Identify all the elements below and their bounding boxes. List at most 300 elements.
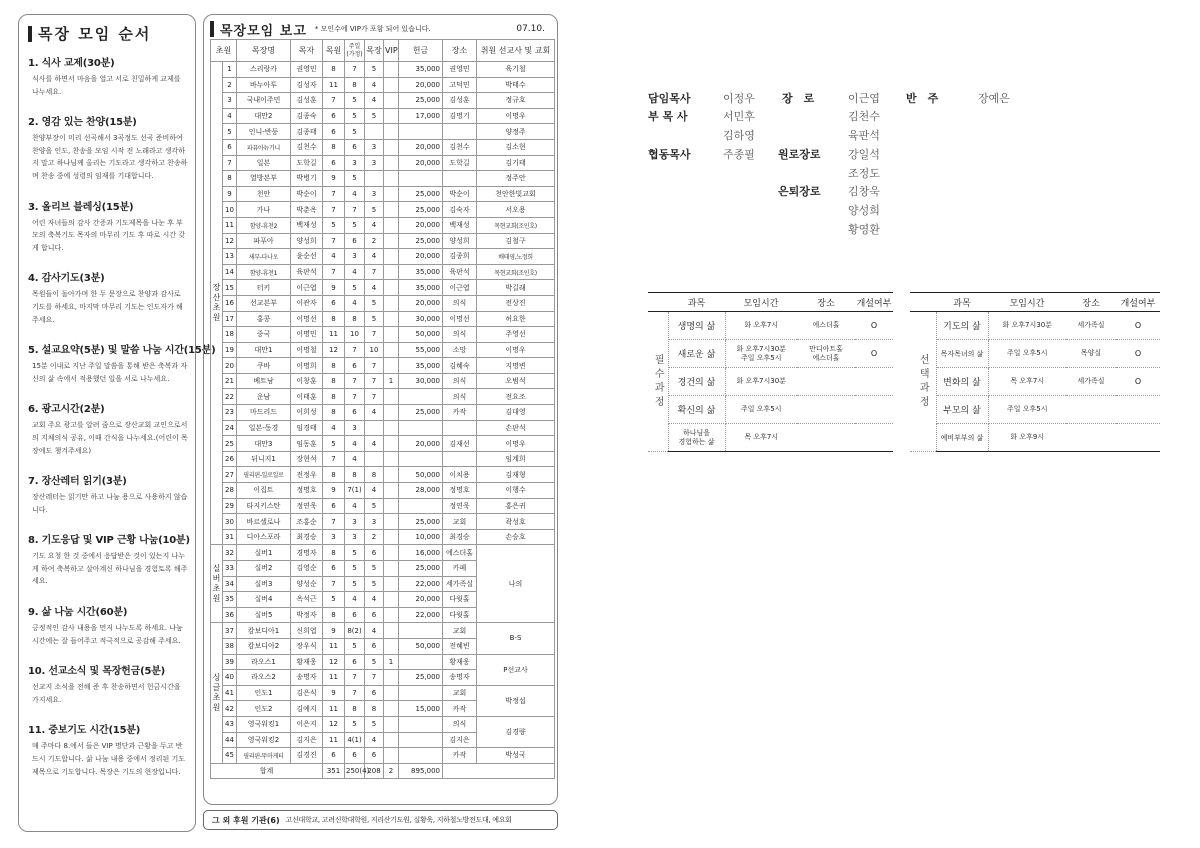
table-cell: 8 bbox=[323, 358, 345, 374]
table-row bbox=[211, 623, 555, 639]
table-cell: 23 bbox=[223, 405, 237, 421]
table-cell: 9 bbox=[223, 186, 237, 202]
table-cell: 12 bbox=[323, 654, 345, 670]
table-cell: 3 bbox=[323, 529, 345, 545]
table-cell: 9 bbox=[323, 685, 345, 701]
table-cell bbox=[384, 638, 399, 654]
table-cell: 9 bbox=[323, 623, 345, 639]
table-cell: 7 bbox=[365, 373, 384, 389]
table-cell: 김철구 bbox=[477, 233, 555, 249]
table-cell: 5 bbox=[345, 93, 365, 109]
order-item-heading: 10. 선교소식 및 목장헌금(5분) bbox=[28, 666, 166, 678]
table-cell: 8 bbox=[345, 701, 365, 717]
table-cell bbox=[384, 670, 399, 686]
table-cell: 에스더홀 bbox=[443, 545, 477, 561]
table-row bbox=[211, 249, 555, 265]
table-cell: 20,000 bbox=[399, 592, 443, 608]
table-row bbox=[211, 139, 555, 155]
table-cell bbox=[443, 124, 477, 140]
table-cell: 7 bbox=[323, 186, 345, 202]
course-category: 필수과정 bbox=[648, 312, 668, 452]
table-cell: 20,000 bbox=[399, 217, 443, 233]
table-cell: 6 bbox=[345, 748, 365, 764]
table-cell: 터키 bbox=[237, 280, 291, 296]
table-cell bbox=[399, 171, 443, 187]
table-cell: 송명자 bbox=[443, 670, 477, 686]
col-header: 모임시간 bbox=[988, 293, 1066, 312]
table-cell: 이은지 bbox=[291, 716, 323, 732]
table-cell: 라오스1 bbox=[237, 654, 291, 670]
table-cell bbox=[384, 514, 399, 530]
table-row bbox=[211, 358, 555, 374]
table-row bbox=[211, 436, 555, 452]
table-cell: 김예지 bbox=[291, 701, 323, 717]
order-item bbox=[28, 721, 188, 778]
table-row bbox=[211, 420, 555, 436]
course-time: 목 오후7시 bbox=[725, 424, 797, 452]
table-cell: 인도1 bbox=[237, 685, 291, 701]
table-cell: 나의 bbox=[477, 545, 555, 623]
table-cell: 정규호 bbox=[477, 93, 555, 109]
col-header: 개설여부 bbox=[855, 293, 893, 312]
table-cell: 16 bbox=[223, 295, 237, 311]
table-cell: 디아스포라 bbox=[237, 529, 291, 545]
table-cell: 의식 bbox=[443, 327, 477, 343]
table-row bbox=[211, 451, 555, 467]
table-cell bbox=[384, 748, 399, 764]
course-place: 세가족실 bbox=[1066, 368, 1116, 396]
course-row bbox=[910, 312, 1160, 340]
table-cell bbox=[384, 202, 399, 218]
table-cell: 라오스2 bbox=[237, 670, 291, 686]
table-cell: 천안 bbox=[237, 186, 291, 202]
table-cell: 20,000 bbox=[399, 139, 443, 155]
course-place bbox=[1066, 424, 1116, 452]
senior-elder-role: 원로장로 bbox=[778, 148, 821, 161]
table-row bbox=[211, 748, 555, 764]
table-cell: 8 bbox=[345, 467, 365, 483]
table-cell: 8(2) bbox=[345, 623, 365, 639]
table-cell: 최경승 bbox=[291, 529, 323, 545]
course-open bbox=[1116, 424, 1160, 452]
table-cell: 7 bbox=[345, 202, 365, 218]
table-cell: 서오용 bbox=[477, 202, 555, 218]
retired-elder-name: 황영환 bbox=[848, 223, 880, 236]
table-cell: 5 bbox=[323, 592, 345, 608]
table-cell: 3 bbox=[345, 529, 365, 545]
table-cell bbox=[384, 155, 399, 171]
order-item-heading: 2. 영감 있는 찬양(15분) bbox=[28, 117, 137, 129]
course-time bbox=[725, 340, 797, 368]
table-cell: 이근엽 bbox=[443, 280, 477, 296]
course-open bbox=[1116, 396, 1160, 424]
table-cell: 이행수 bbox=[477, 483, 555, 499]
table-cell: 7 bbox=[345, 342, 365, 358]
order-item bbox=[28, 54, 188, 98]
total-vip: 2 bbox=[384, 763, 399, 779]
report-table bbox=[210, 39, 555, 779]
table-cell: 마드리드 bbox=[237, 405, 291, 421]
table-cell: 4 bbox=[365, 93, 384, 109]
report-header-row bbox=[211, 40, 555, 62]
total-row bbox=[211, 763, 555, 779]
table-cell: 21 bbox=[223, 373, 237, 389]
table-cell: 의식 bbox=[443, 295, 477, 311]
table-cell: 4 bbox=[365, 623, 384, 639]
table-cell: 6 bbox=[323, 295, 345, 311]
table-cell: 8 bbox=[323, 373, 345, 389]
table-cell: 9 bbox=[323, 171, 345, 187]
course-place: 에스더홀 bbox=[797, 312, 855, 340]
table-row bbox=[211, 295, 555, 311]
table-row bbox=[211, 93, 555, 109]
table-cell: 24 bbox=[223, 420, 237, 436]
table-cell: 7 bbox=[365, 358, 384, 374]
table-cell bbox=[399, 654, 443, 670]
course-row bbox=[910, 424, 1160, 452]
table-cell: 이관자 bbox=[291, 295, 323, 311]
table-cell: 15 bbox=[223, 280, 237, 296]
table-cell: 인도2 bbox=[237, 701, 291, 717]
table-row bbox=[211, 373, 555, 389]
table-row bbox=[211, 202, 555, 218]
table-cell bbox=[384, 436, 399, 452]
table-cell: 8 bbox=[323, 311, 345, 327]
required-courses-table bbox=[648, 292, 893, 452]
accompanist-role: 반 주 bbox=[906, 92, 939, 105]
table-cell: 8 bbox=[223, 171, 237, 187]
table-cell: 5 bbox=[365, 561, 384, 577]
table-cell: 양성희 bbox=[443, 233, 477, 249]
course-name: 예비부부의 삶 bbox=[936, 424, 988, 452]
table-cell: 김대영 bbox=[477, 405, 555, 421]
table-cell: 도학길 bbox=[291, 155, 323, 171]
order-item-text: 긍정적인 감사 내용을 먼저 나누도록 하세요. 나눔 시간에는 잘 들어주고 적극적으로 공감해 주세요. bbox=[32, 624, 183, 645]
table-cell: 카작 bbox=[443, 748, 477, 764]
course-name: 경건의 삶 bbox=[668, 368, 725, 396]
order-item-text: 목원들이 돌아가며 한 두 문장으로 찬양과 감사로 기도를 하세요, 마지막 마무리 기도는 인도자가 해주세요. bbox=[32, 290, 183, 324]
table-cell: 5 bbox=[365, 716, 384, 732]
table-cell: 정명호 bbox=[291, 483, 323, 499]
table-cell: 4 bbox=[345, 451, 365, 467]
table-cell: 4(1) bbox=[345, 732, 365, 748]
table-cell: 11 bbox=[323, 77, 345, 93]
table-cell: 7 bbox=[345, 373, 365, 389]
table-cell: 50,000 bbox=[399, 638, 443, 654]
table-cell: 5 bbox=[365, 498, 384, 514]
course-time: 화 오후9시 bbox=[988, 424, 1066, 452]
table-cell: 주영선 bbox=[477, 327, 555, 343]
course-time: 목 오후7시 bbox=[988, 368, 1066, 396]
table-cell: 6 bbox=[365, 685, 384, 701]
table-cell: 허요한 bbox=[477, 311, 555, 327]
table-cell: 육판석 bbox=[443, 264, 477, 280]
table-cell: 박길래 bbox=[477, 280, 555, 296]
table-cell: 카작 bbox=[443, 701, 477, 717]
course-name: 기도의 삶 bbox=[936, 312, 988, 340]
table-row bbox=[211, 77, 555, 93]
total-empty bbox=[443, 763, 555, 779]
table-row bbox=[211, 311, 555, 327]
table-cell: 3 bbox=[345, 514, 365, 530]
order-item bbox=[28, 198, 188, 255]
course-place bbox=[797, 340, 855, 368]
table-cell bbox=[384, 607, 399, 623]
table-cell: 34 bbox=[223, 576, 237, 592]
table-cell: 장우식 bbox=[291, 638, 323, 654]
order-item-heading: 6. 광고시간(2분) bbox=[28, 404, 105, 416]
coop-pastor-name: 주종필 bbox=[723, 148, 755, 161]
course-row bbox=[648, 396, 893, 424]
table-cell: 김혜숙 bbox=[443, 358, 477, 374]
table-cell: 12 bbox=[223, 233, 237, 249]
table-cell: 이명우 bbox=[477, 108, 555, 124]
table-cell: 30,000 bbox=[399, 373, 443, 389]
table-cell: 김은식 bbox=[291, 685, 323, 701]
order-item-text: 장산레터는 읽기만 하고 나눔 용으로 사용하지 않습니다. bbox=[32, 493, 188, 514]
course-name-line: 하나님을 bbox=[682, 428, 711, 437]
course-time: 화 오후7시30분 bbox=[988, 312, 1066, 340]
table-cell: 이근엽 bbox=[291, 280, 323, 296]
order-item-text: 어린 자녀들의 감사 간증과 기도제목을 나눈 후 부모의 축복기도 목자의 마무리 기도 후 따로 시간 갖게 합니다. bbox=[32, 218, 186, 252]
course-place-line: 만디아트홀 bbox=[809, 344, 843, 353]
elder-name: 육판석 bbox=[848, 129, 880, 142]
table-cell: 실버4 bbox=[237, 592, 291, 608]
table-cell: 5 bbox=[365, 576, 384, 592]
order-item bbox=[28, 531, 188, 588]
table-cell: 목현교회(조인호) bbox=[477, 217, 555, 233]
order-item-heading: 4. 감사기도(3분) bbox=[28, 273, 105, 285]
table-cell: 정주안 bbox=[477, 171, 555, 187]
table-cell: 김천수 bbox=[443, 139, 477, 155]
table-cell: 정연욱 bbox=[443, 498, 477, 514]
order-item-heading: 5. 설교요약(5분) 및 말씀 나눔 시간(15분) bbox=[28, 345, 216, 357]
table-cell: 양정주 bbox=[477, 124, 555, 140]
table-cell: 황재웅 bbox=[443, 654, 477, 670]
table-cell: 6 bbox=[345, 139, 365, 155]
table-cell bbox=[384, 498, 399, 514]
table-cell: 43 bbox=[223, 716, 237, 732]
table-cell: 배태영,노정희 bbox=[477, 249, 555, 265]
table-cell: 45 bbox=[223, 748, 237, 764]
col-header: 헌금 bbox=[399, 40, 443, 62]
table-cell bbox=[384, 701, 399, 717]
col-header: 모임시간 bbox=[725, 293, 797, 312]
course-time: 주일 오후5시 bbox=[988, 396, 1066, 424]
course-place bbox=[1066, 396, 1116, 424]
table-cell: 40 bbox=[223, 670, 237, 686]
table-cell: 7(1) bbox=[345, 483, 365, 499]
table-cell: 6 bbox=[365, 607, 384, 623]
course-name bbox=[668, 424, 725, 452]
col-header: 목장명 bbox=[237, 40, 291, 62]
table-cell: 김숙자 bbox=[443, 202, 477, 218]
table-cell: 교회 bbox=[443, 623, 477, 639]
col-header: VIP bbox=[384, 40, 399, 62]
order-item bbox=[28, 113, 188, 182]
elective-courses-table bbox=[910, 292, 1160, 452]
table-cell: 10 bbox=[345, 327, 365, 343]
table-cell: 42 bbox=[223, 701, 237, 717]
table-cell: 1 bbox=[223, 62, 237, 78]
table-cell: 홍콩 bbox=[237, 311, 291, 327]
order-item-text: 식사를 하면서 마음을 열고 서로 친밀하게 교제를 나누세요. bbox=[32, 75, 181, 96]
table-cell: 10 bbox=[223, 202, 237, 218]
col-header bbox=[910, 293, 936, 312]
table-cell: 이명우 bbox=[477, 342, 555, 358]
table-cell: 이명우 bbox=[477, 436, 555, 452]
table-cell: 4 bbox=[323, 249, 345, 265]
table-cell bbox=[384, 171, 399, 187]
table-cell: 35,000 bbox=[399, 358, 443, 374]
table-cell: 8 bbox=[323, 545, 345, 561]
table-cell: 선교본부 bbox=[237, 295, 291, 311]
order-item bbox=[28, 400, 188, 457]
table-cell: 고덕민 bbox=[443, 77, 477, 93]
table-cell: 9 bbox=[323, 280, 345, 296]
course-time-line: 화 오후7시30분 bbox=[736, 344, 786, 353]
table-cell bbox=[384, 529, 399, 545]
table-cell bbox=[384, 592, 399, 608]
table-cell: 20,000 bbox=[399, 249, 443, 265]
table-cell: 6 bbox=[345, 607, 365, 623]
course-open bbox=[855, 368, 893, 396]
table-cell: 박순이 bbox=[291, 186, 323, 202]
table-cell: 4 bbox=[223, 108, 237, 124]
table-cell bbox=[384, 389, 399, 405]
table-cell bbox=[443, 171, 477, 187]
table-cell: 의식 bbox=[443, 373, 477, 389]
table-cell: 실버2 bbox=[237, 561, 291, 577]
table-cell bbox=[384, 217, 399, 233]
col-header: 과목 bbox=[936, 293, 988, 312]
table-cell: 함양-휴천1 bbox=[237, 264, 291, 280]
table-cell bbox=[399, 623, 443, 639]
table-cell: 이집트 bbox=[237, 483, 291, 499]
table-cell: 8 bbox=[323, 389, 345, 405]
table-cell: 8 bbox=[323, 139, 345, 155]
table-cell: 국내이주민 bbox=[237, 93, 291, 109]
table-cell: 6 bbox=[345, 654, 365, 670]
table-cell: 6 bbox=[323, 108, 345, 124]
col-header: 주일(가정) bbox=[345, 40, 365, 62]
table-cell: 김경량 bbox=[477, 716, 555, 747]
table-cell: 29 bbox=[223, 498, 237, 514]
total-sunday: 250(4) bbox=[345, 763, 365, 779]
table-cell: 김종태 bbox=[291, 124, 323, 140]
course-row bbox=[910, 368, 1160, 396]
table-cell: 황재웅 bbox=[291, 654, 323, 670]
table-cell bbox=[384, 716, 399, 732]
table-cell: 25,000 bbox=[399, 405, 443, 421]
table-cell bbox=[384, 358, 399, 374]
table-cell: 4 bbox=[345, 295, 365, 311]
total-label: 합계 bbox=[211, 763, 323, 779]
table-cell: 뒤니지1 bbox=[237, 451, 291, 467]
table-cell: 35,000 bbox=[399, 62, 443, 78]
table-cell: 15,000 bbox=[399, 701, 443, 717]
course-open: O bbox=[1116, 368, 1160, 396]
table-cell: 25,000 bbox=[399, 202, 443, 218]
table-row bbox=[211, 498, 555, 514]
table-cell bbox=[384, 108, 399, 124]
table-cell: 5 bbox=[345, 108, 365, 124]
table-cell: 4 bbox=[365, 732, 384, 748]
table-cell: 7 bbox=[323, 514, 345, 530]
table-cell: 바르셀로나 bbox=[237, 514, 291, 530]
table-cell bbox=[399, 498, 443, 514]
report-note: * 모인수에 VIP가 포함 되어 있습니다. bbox=[314, 25, 431, 33]
table-cell: 김성자 bbox=[291, 77, 323, 93]
table-row bbox=[211, 405, 555, 421]
course-name: 확신의 삶 bbox=[668, 396, 725, 424]
table-cell bbox=[384, 405, 399, 421]
table-cell: 13 bbox=[223, 249, 237, 265]
table-cell: 8 bbox=[323, 62, 345, 78]
table-cell: 38 bbox=[223, 638, 237, 654]
table-cell: 이창훈 bbox=[291, 373, 323, 389]
table-row bbox=[211, 171, 555, 187]
retired-elder-role: 은퇴장로 bbox=[778, 185, 821, 198]
table-row bbox=[211, 217, 555, 233]
table-cell: 50,000 bbox=[399, 327, 443, 343]
table-cell bbox=[384, 545, 399, 561]
order-item bbox=[28, 269, 188, 326]
table-cell bbox=[399, 748, 443, 764]
table-cell: 31 bbox=[223, 529, 237, 545]
table-cell: 장현석 bbox=[291, 451, 323, 467]
table-cell: 이명선 bbox=[291, 311, 323, 327]
table-cell: 의식 bbox=[443, 389, 477, 405]
course-open: O bbox=[855, 340, 893, 368]
senior-elder-name: 강일석 bbox=[848, 148, 880, 161]
table-cell: 11 bbox=[323, 638, 345, 654]
table-cell: 카페 bbox=[443, 561, 477, 577]
table-cell: 44 bbox=[223, 732, 237, 748]
report-title: 목장모임 보고 bbox=[220, 23, 307, 39]
col-header: 목장 bbox=[365, 40, 384, 62]
table-cell: 3 bbox=[345, 155, 365, 171]
table-cell: 5 bbox=[345, 561, 365, 577]
table-cell: 7 bbox=[365, 264, 384, 280]
table-cell: 5 bbox=[345, 280, 365, 296]
assoc-pastor-role: 부 목 사 bbox=[648, 110, 688, 123]
order-item bbox=[28, 662, 188, 706]
table-cell: 정명호 bbox=[443, 483, 477, 499]
table-cell: 다윗홀 bbox=[443, 607, 477, 623]
order-item-text: 교회 주요 광고를 알려 줌으로 장산교회 교인으로서의 지체의식 공유, 이때 간식을 나누세요.(어린이 목장에도 챙겨주세요) bbox=[32, 421, 188, 455]
report-date: 07.10. bbox=[516, 24, 545, 34]
table-cell: 박병기 bbox=[291, 171, 323, 187]
table-cell: 백재성 bbox=[443, 217, 477, 233]
table-cell: 8 bbox=[323, 607, 345, 623]
retired-elder-name: 양성희 bbox=[848, 204, 880, 217]
order-item-heading: 8. 기도응답 및 VIP 근황 나눔(10분) bbox=[28, 535, 190, 547]
table-cell: 25,000 bbox=[399, 93, 443, 109]
table-cell: 5 bbox=[365, 295, 384, 311]
table-row bbox=[211, 155, 555, 171]
course-place bbox=[797, 396, 855, 424]
table-cell bbox=[384, 62, 399, 78]
table-cell: 베트남 bbox=[237, 373, 291, 389]
table-cell: 2 bbox=[365, 529, 384, 545]
order-item-text: 매 주마다 8.에서 들은 VIP 명단과 근황을 두고 반드시 기도합니다. 삶 나눔 내용 중에서 정리된 기도제목으로 기도합니다. 목장은 기도의 현장입니다. bbox=[32, 742, 186, 776]
table-cell bbox=[399, 685, 443, 701]
table-cell: 박태수 bbox=[477, 77, 555, 93]
table-cell: 일본 bbox=[237, 155, 291, 171]
table-cell: 박정자 bbox=[291, 607, 323, 623]
table-cell: 곽성호 bbox=[477, 514, 555, 530]
